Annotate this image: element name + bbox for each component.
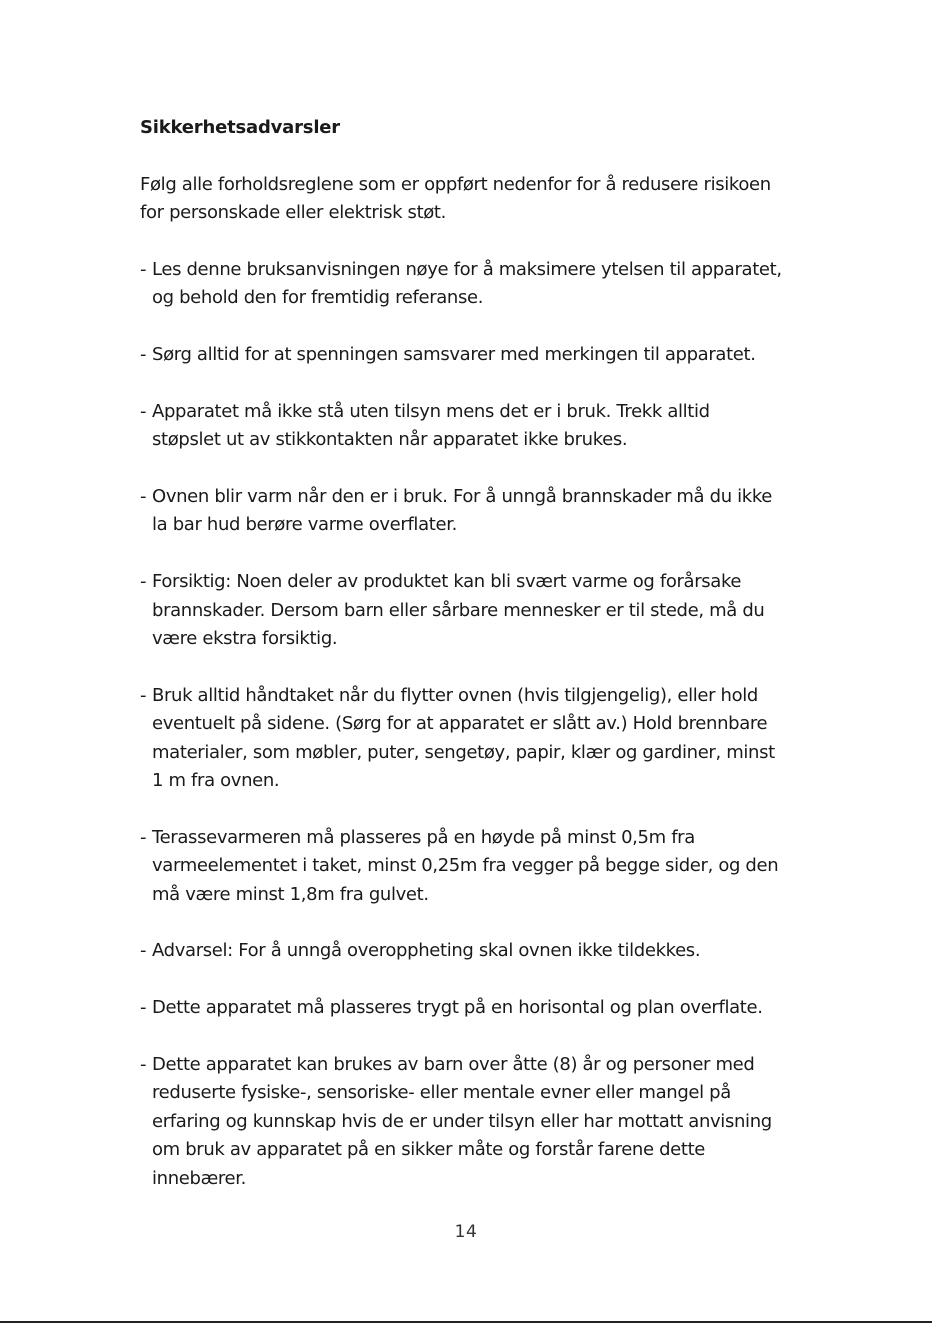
warning-text [152,682,840,796]
section-heading: Sikkerhetsadvarsler [140,117,340,138]
safety-warning-list [140,256,840,1193]
bullet-dash: - [140,684,147,706]
bullet-dash: - [140,826,147,848]
warning-text [152,341,840,369]
warning-line: støpslet ut av stikkontakten når apparatet ikke brukes. [152,429,628,451]
warning-item [140,994,840,1022]
warning-text [152,256,840,313]
page-content [140,114,840,1221]
warning-item [140,483,840,540]
warning-line: eventuelt på sidene. (Sørg for at apparatet er slått av.) Hold brennbare [152,713,768,735]
warning-text [152,568,840,653]
warning-item [140,1051,840,1193]
warning-text [152,824,840,909]
warning-item [140,824,840,909]
warning-line: Sørg alltid for at spenningen samsvarer med merkingen til apparatet. [152,344,756,366]
intro-line: for personskade eller elektrisk støt. [140,202,447,224]
warning-line: Advarsel: For å unngå overoppheting skal ovnen ikke tildekkes. [152,940,701,962]
warning-line: Dette apparatet kan brukes av barn over åtte (8) år og personer med [152,1054,755,1076]
warning-item [140,937,840,965]
warning-line: Apparatet må ikke stå uten tilsyn mens det er i bruk. Trekk alltid [152,400,710,422]
warning-line: erfaring og kunnskap hvis de er under tilsyn eller har mottatt anvisning [152,1110,772,1132]
bullet-dash: - [140,997,147,1019]
warning-line: og behold den for fremtidig referanse. [152,287,484,309]
bullet-dash: - [140,571,147,593]
warning-line: 1 m fra ovnen. [152,770,280,792]
bullet-dash: - [140,344,147,366]
warning-line: brannskader. Dersom barn eller sårbare mennesker er til stede, må du [152,599,765,621]
warning-line: om bruk av apparatet på en sikker måte og forstår farene dette [152,1139,706,1161]
warning-line: må være minst 1,8m fra gulvet. [152,883,429,905]
intro-paragraph [140,171,840,228]
warning-line: være ekstra forsiktig. [152,628,338,650]
warning-line: reduserte fysiske-, sensoriske- eller mentale evner eller mangel på [152,1082,731,1104]
warning-item [140,256,840,313]
warning-line: Les denne bruksanvisningen nøye for å maksimere ytelsen til apparatet, [152,258,782,280]
warning-line: materialer, som møbler, puter, sengetøy, papir, klær og gardiner, minst [152,741,775,763]
warning-line: Bruk alltid håndtaket når du flytter ovnen (hvis tilgjengelig), eller hold [152,684,758,706]
warning-line: innebærer. [152,1167,247,1189]
warning-text [152,398,840,455]
bullet-dash: - [140,258,147,280]
warning-line: la bar hud berøre varme overflater. [152,514,457,536]
bullet-dash: - [140,486,147,508]
warning-text [152,483,840,540]
warning-line: Forsiktig: Noen deler av produktet kan bli svært varme og forårsake [152,571,742,593]
intro-line: Følg alle forholdsreglene som er oppført nedenfor for å redusere risikoen [140,174,771,195]
warning-line: Ovnen blir varm når den er i bruk. For å unngå brannskader må du ikke [152,486,773,508]
warning-line: Terassevarmeren må plasseres på en høyde på minst 0,5m fra [152,826,695,848]
warning-line: varmeelementet i taket, minst 0,25m fra vegger på begge sider, og den [152,855,779,877]
warning-text [152,994,840,1022]
warning-line: Dette apparatet må plasseres trygt på en horisontal og plan overflate. [152,997,763,1019]
warning-item [140,341,840,369]
warning-text [152,1051,840,1193]
warning-item [140,568,840,653]
warning-item [140,682,840,796]
warning-text [152,937,840,965]
bullet-dash: - [140,1054,147,1076]
bullet-dash: - [140,400,147,422]
page-number: 14 [454,1222,478,1242]
bullet-dash: - [140,940,147,962]
warning-item [140,398,840,455]
